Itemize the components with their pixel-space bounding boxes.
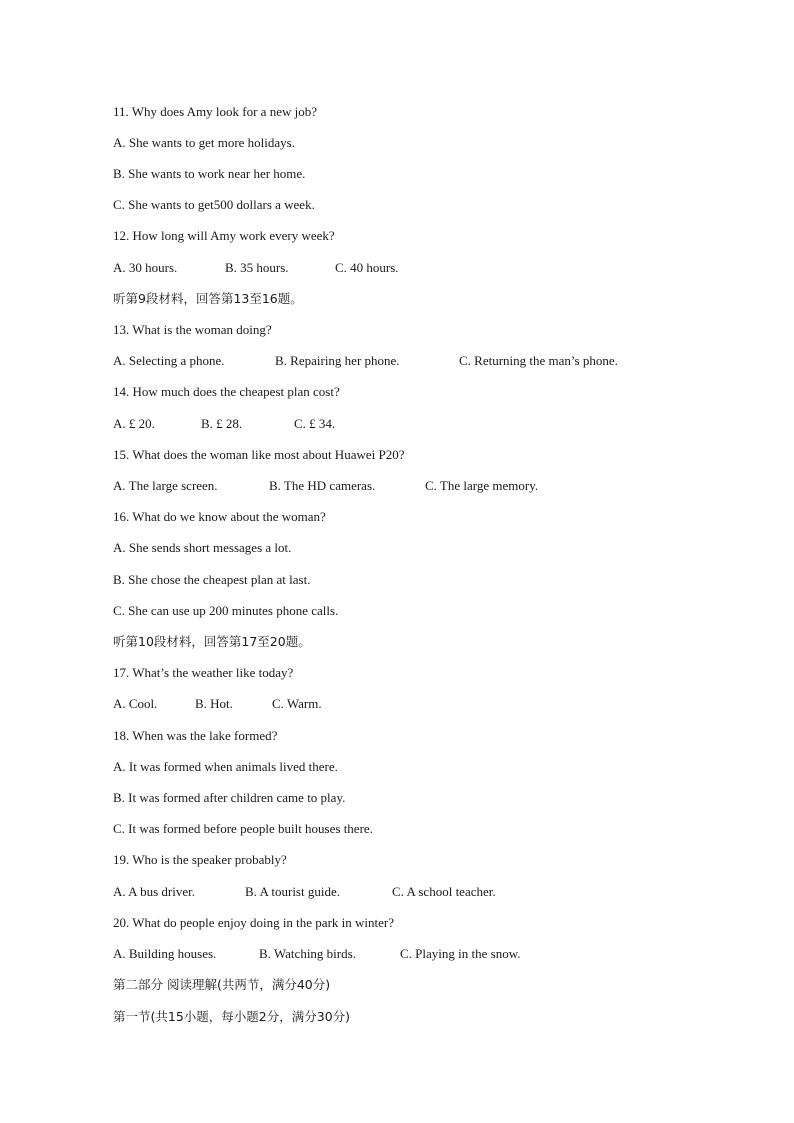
q17-option-b: B. Hot. [195, 696, 233, 711]
q12-option-c: C. 40 hours. [335, 260, 399, 275]
q19-option-c: C. A school teacher. [392, 884, 496, 899]
q18-option-b: B. It was formed after children came to play. [113, 790, 346, 805]
q16-option-c: C. She can use up 200 minutes phone calls. [113, 603, 339, 618]
question-15: 15. What does the woman like most about Huawei P20? [113, 447, 405, 462]
q12-option-a: A. 30 hours. [113, 260, 178, 275]
q17-option-c: C. Warm. [272, 696, 322, 711]
q14-option-a: A. £ 20. [113, 416, 155, 431]
question-12: 12. How long will Amy work every week? [113, 228, 335, 243]
question-17: 17. What’s the weather like today? [113, 665, 294, 680]
question-13: 13. What is the woman doing? [113, 322, 272, 337]
q14-option-b: B. £ 28. [201, 416, 243, 431]
q19-option-a: A. A bus driver. [113, 884, 195, 899]
q15-option-a: A. The large screen. [113, 478, 218, 493]
q19-option-b: B. A tourist guide. [245, 884, 340, 899]
q13-option-a: A. Selecting a phone. [113, 353, 225, 368]
question-11: 11. Why does Amy look for a new job? [113, 104, 317, 119]
q17-option-a: A. Cool. [113, 696, 158, 711]
question-14: 14. How much does the cheapest plan cost? [113, 384, 340, 399]
q13-option-c: C. Returning the man’s phone. [459, 353, 618, 368]
q20-option-a: A. Building houses. [113, 946, 217, 961]
q12-option-b: B. 35 hours. [225, 260, 289, 275]
section-heading-9: 听第9段材料，回答第13至16题。 [113, 291, 303, 306]
q11-option-a: A. She wants to get more holidays. [113, 135, 295, 150]
part-two-heading: 第二部分 阅读理解(共两节，满分40分) [113, 977, 331, 992]
q18-option-c: C. It was formed before people built houses there. [113, 821, 373, 836]
question-16: 16. What do we know about the woman? [113, 509, 326, 524]
section-heading-10: 听第10段材料，回答第17至20题。 [113, 634, 311, 649]
q14-option-c: C. £ 34. [294, 416, 336, 431]
q15-option-b: B. The HD cameras. [269, 478, 376, 493]
question-18: 18. When was the lake formed? [113, 728, 278, 743]
q16-option-b: B. She chose the cheapest plan at last. [113, 572, 311, 587]
q20-option-b: B. Watching birds. [259, 946, 356, 961]
q13-option-b: B. Repairing her phone. [275, 353, 400, 368]
section-one-heading: 第一节(共15小题，每小题2分，满分30分) [113, 1009, 351, 1024]
q18-option-a: A. It was formed when animals lived there. [113, 759, 338, 774]
question-20: 20. What do people enjoy doing in the park in winter? [113, 915, 394, 930]
q11-option-c: C. She wants to get500 dollars a week. [113, 197, 315, 212]
q20-option-c: C. Playing in the snow. [400, 946, 521, 961]
q15-option-c: C. The large memory. [425, 478, 539, 493]
q16-option-a: A. She sends short messages a lot. [113, 540, 292, 555]
question-19: 19. Who is the speaker probably? [113, 852, 287, 867]
q11-option-b: B. She wants to work near her home. [113, 166, 306, 181]
